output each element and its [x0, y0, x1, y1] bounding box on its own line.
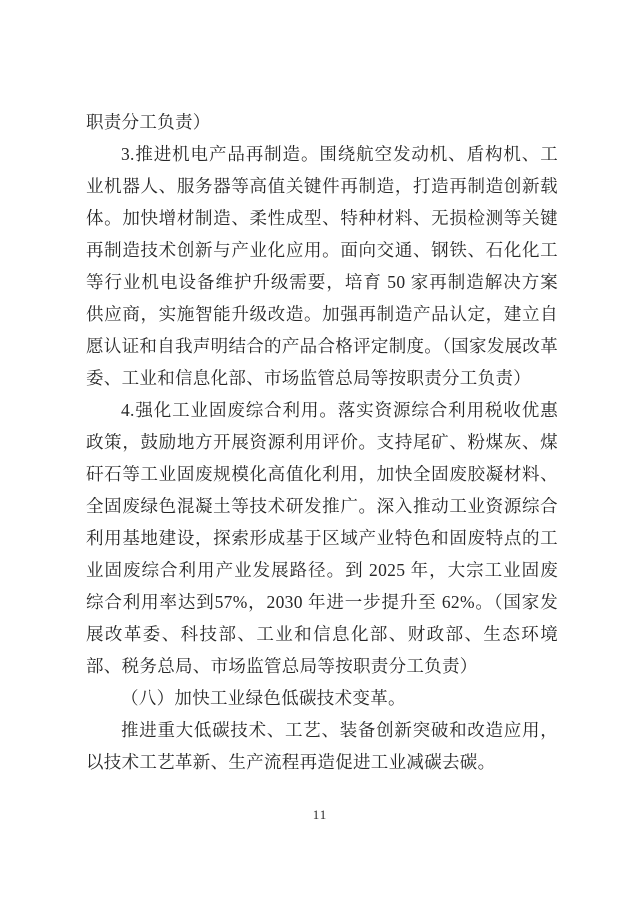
text-block — [86, 106, 558, 778]
paragraph: 4.强化工业固废综合利用。落实资源综合利用税收优惠政策，鼓励地方开展资源利用评价。支持尾矿、粉煤灰、煤矸石等工业固废规模化高值化利用，加快全固废胶凝材料、全固废绿色混凝土等技术研发推广。深入推动工业资源综合利用基地建设，探索形成基于区域产业特色和固废特点的工业固废综合利用产业发展路径。到 2025 年，大宗工业固废综合利用率达到57%，2030 年进一步提升至 62%。（国家发展改革委、科技部、工业和信息化部、财政部、生态环境部、税务总局、市场监管总局等按职责分工负责） — [86, 400, 558, 676]
paragraph: 职责分工负责） — [86, 112, 211, 132]
page-number: 11 — [312, 807, 328, 822]
paragraph: 3.推进机电产品再制造。围绕航空发动机、盾构机、工业机器人、服务器等高值关键件再制造，打造再制造创新载体。加快增材制造、柔性成型、特种材料、无损检测等关键再制造技术创新与产业化应用。面向交通、钢铁、石化化工等行业机电设备维护升级需要，培育 50 家再制造解决方案供应商，实施智能升级改造。加强再制造产品认定，建立自愿认证和自我声明结合的产品合格评定制度。（国家发展改革委、工业和信息化部、市场监管总局等按职责分工负责） — [86, 144, 558, 388]
paragraph: （八）加快工业绿色低碳技术变革。 — [121, 688, 406, 708]
paragraph: 推进重大低碳技术、工艺、装备创新突破和改造应用，以技术工艺革新、生产流程再造促进工业减碳去碳。 — [86, 720, 558, 772]
